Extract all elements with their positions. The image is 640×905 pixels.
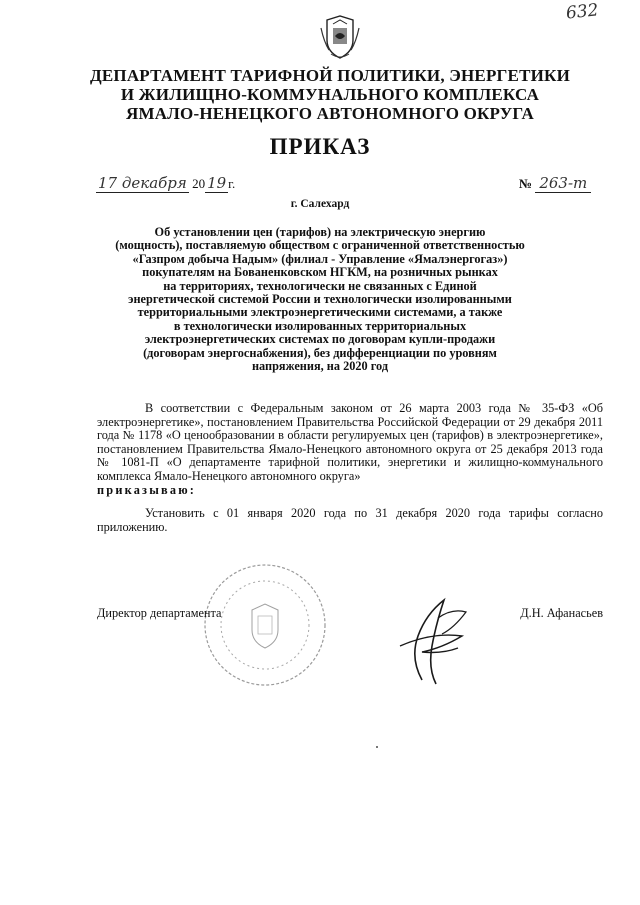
date-suffix: г. [228,176,236,191]
subject-line: «Газпром добыча Надым» (филиал - Управление «Ямалэнергогаз») [132,251,508,266]
date-day-month: 17 декабря [98,174,187,192]
subject-line: (договорам энергоснабжения), без дифференциации по уровням [143,345,497,360]
preamble-paragraph: В соответствии с Федеральным законом от 26 марта 2003 года № 35-ФЗ «Об электроэнергетике», постановлением Правительства Российской Федерации от 29 декабря 2011 года № 1178 «О ценообразовании в области регулируемых цен (тарифов) в электроэнергетике», постановлением Правительства Ямало-Ненецкого автономного округа от 25 декабря 2013 года № 1081-П «О департаменте тарифной политики, энергетики и жилищно-коммунального комплекса Ямало-Ненецкого автономного округа» [97,401,603,483]
signatory-title: Директор департамента [97,606,222,620]
department-line-2: И ЖИЛИЩНО-КОММУНАЛЬНОГО КОМПЛЕКСА [120,85,540,104]
document-type-title: ПРИКАЗ [269,134,371,159]
order-word: приказываю: [97,482,197,497]
department-line-3: ЯМАЛО-НЕНЕЦКОГО АВТОНОМНОГО ОКРУГА [125,104,535,123]
official-seal-stamp [200,560,330,690]
order-date [96,174,235,193]
subject-line: в технологически изолированных территориальных [173,318,467,333]
city: г. Салехард [290,198,350,210]
subject-line: энергетической системой России и технологически изолированными [128,292,512,307]
subject-line: электроэнергетических системах по договорам купли-продажи [144,332,496,347]
signatory-name: Д.Н. Афанасьев [520,606,603,620]
date-year-prefix: 20 [192,176,206,191]
subject-line: Об установлении цен (тарифов) на электрическую энергию [154,225,486,239]
handwritten-signature [392,588,476,688]
number-label: № [519,176,533,191]
scan-speck [376,746,378,748]
subject-line: (мощность), поставляемую обществом с ограниченной ответственностью [115,238,525,253]
subject-line: покупателям на Бованенковском НГКМ, на розничных рынках [142,265,498,280]
number-value: 263-т [535,174,591,193]
handwritten-page-number: 632 [565,0,600,24]
department-line-1: ДЕПАРТАМЕНТ ТАРИФНОЙ ПОЛИТИКИ, ЭНЕРГЕТИКИ [89,66,571,85]
subject-line: территориальными электроэнергетическими системами, а также [137,305,503,320]
subject-line: напряжения, на 2020 год [251,359,389,374]
department-header [60,66,600,123]
decision-paragraph: Установить с 01 января 2020 года по 31 декабря 2020 года тарифы согласно приложению. [97,506,603,534]
order-body [97,402,603,534]
order-subject [110,226,530,373]
order-number [519,174,591,193]
subject-line: на территориях, технологически не связанных с Единой [163,278,477,293]
coat-of-arms-emblem [319,14,361,60]
date-year: 19 [207,174,227,192]
